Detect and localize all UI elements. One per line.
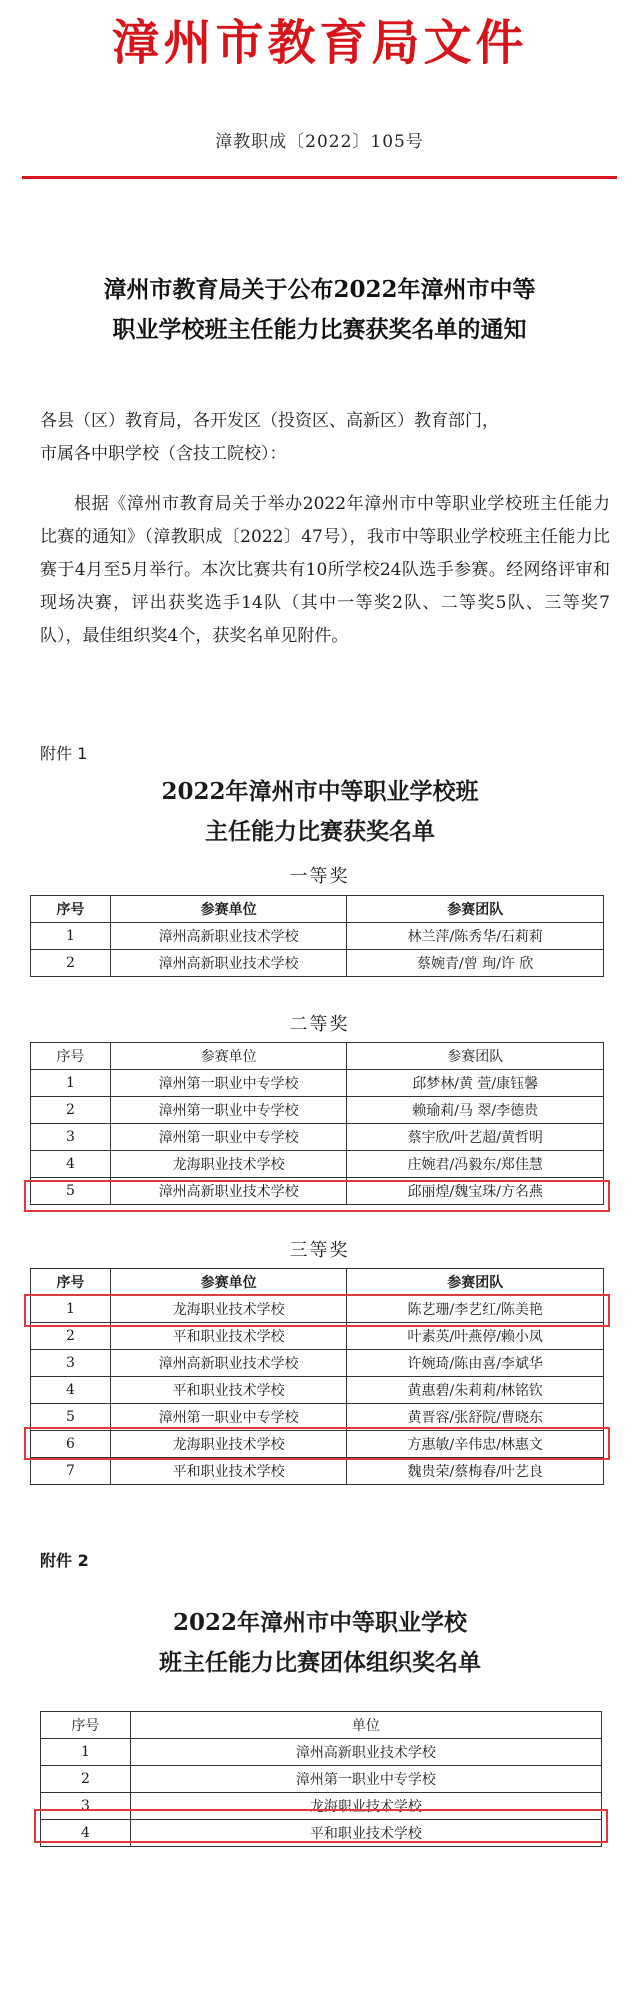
first-prize-table bbox=[30, 895, 604, 977]
cell-team: 蔡宇欣/叶艺超/黄哲明 bbox=[347, 1124, 604, 1151]
cell-team: 叶素英/叶燕停/赖小凤 bbox=[347, 1323, 604, 1350]
column-header-no: 序号 bbox=[31, 896, 111, 923]
highlight-box bbox=[24, 1180, 610, 1212]
cell-no: 3 bbox=[31, 1350, 111, 1377]
cell-no: 4 bbox=[31, 1377, 111, 1404]
table-row bbox=[31, 1458, 604, 1485]
column-header-no: 序号 bbox=[41, 1712, 131, 1739]
table-header-row bbox=[41, 1712, 602, 1739]
table-row bbox=[31, 1151, 604, 1178]
notice-salutation bbox=[40, 405, 610, 471]
cell-team: 方惠敏/辛伟忠/林惠文 bbox=[347, 1431, 604, 1458]
cell-unit: 平和职业技术学校 bbox=[110, 1377, 347, 1404]
third-prize-title: 三等奖 bbox=[289, 1240, 350, 1261]
column-header-team: 参赛团队 bbox=[347, 1269, 604, 1296]
table-header-row bbox=[31, 896, 604, 923]
column-header-unit: 参赛单位 bbox=[110, 1043, 347, 1070]
cell-team: 赖瑜莉/马 翠/李德贵 bbox=[347, 1097, 604, 1124]
cell-no: 2 bbox=[41, 1766, 131, 1793]
table-row bbox=[41, 1739, 602, 1766]
cell-team: 林兰萍/陈秀华/石莉莉 bbox=[347, 923, 604, 950]
salutation-line-2: 市属各中职学校（含技工院校）： bbox=[40, 444, 287, 464]
cell-no: 5 bbox=[31, 1178, 111, 1205]
column-header-team: 参赛团队 bbox=[347, 1043, 604, 1070]
cell-no: 1 bbox=[41, 1739, 131, 1766]
cell-unit: 龙海职业技术学校 bbox=[110, 1431, 347, 1458]
annex-2-title bbox=[40, 1603, 600, 1683]
cell-no: 1 bbox=[31, 1296, 111, 1323]
cell-team: 邱丽煌/魏宝珠/方名燕 bbox=[347, 1178, 604, 1205]
cell-team: 魏贵荣/蔡梅春/叶艺良 bbox=[347, 1458, 604, 1485]
cell-unit: 平和职业技术学校 bbox=[110, 1323, 347, 1350]
column-header-no: 序号 bbox=[31, 1269, 111, 1296]
cell-unit: 漳州高新职业技术学校 bbox=[110, 950, 347, 977]
cell-no: 7 bbox=[31, 1458, 111, 1485]
table-row bbox=[31, 1350, 604, 1377]
cell-no: 5 bbox=[31, 1404, 111, 1431]
table-row bbox=[31, 950, 604, 977]
annex-1-title bbox=[40, 772, 600, 852]
cell-unit: 漳州高新职业技术学校 bbox=[110, 1350, 347, 1377]
notice-body: 根据《漳州市教育局关于举办2022年漳州市中等职业学校班主任能力比赛的通知》（漳教职成〔2022〕47号），我市中等职业学校班主任能力比赛于4月至5月举行。本次比赛共有10所学校24队选手参赛。经网络评审和现场决赛，评出获奖选手14队（其中一等奖2队、二等奖5队、三等奖7队），最佳组织奖4个，获奖名单见附件。 bbox=[40, 494, 610, 646]
cell-unit: 漳州第一职业中专学校 bbox=[110, 1097, 347, 1124]
notice-title bbox=[30, 270, 609, 350]
annex-2-title-line-2: 班主任能力比赛团体组织奖名单 bbox=[159, 1649, 481, 1676]
cell-unit: 龙海职业技术学校 bbox=[110, 1151, 347, 1178]
highlight-box bbox=[34, 1809, 608, 1843]
column-header-team: 参赛团队 bbox=[347, 896, 604, 923]
notice-title-line-2: 职业学校班主任能力比赛获奖名单的通知 bbox=[112, 316, 527, 343]
cell-no: 2 bbox=[31, 1097, 111, 1124]
cell-team: 邱梦林/黄 萱/康钰馨 bbox=[347, 1070, 604, 1097]
cell-no: 2 bbox=[31, 950, 111, 977]
cell-unit: 漳州第一职业中专学校 bbox=[110, 1070, 347, 1097]
notice-title-line-1: 漳州市教育局关于公布2022年漳州市中等 bbox=[103, 276, 536, 303]
cell-team: 陈艺珊/李艺红/陈美艳 bbox=[347, 1296, 604, 1323]
cell-team: 许婉琦/陈由喜/李斌华 bbox=[347, 1350, 604, 1377]
document-masthead: 漳州市教育局文件 bbox=[111, 15, 528, 71]
second-prize-title: 二等奖 bbox=[289, 1014, 350, 1035]
highlight-box bbox=[24, 1427, 610, 1460]
column-header-unit: 参赛单位 bbox=[110, 896, 347, 923]
table-row bbox=[31, 1097, 604, 1124]
cell-no: 2 bbox=[31, 1323, 111, 1350]
cell-unit: 龙海职业技术学校 bbox=[110, 1296, 347, 1323]
column-header-no: 序号 bbox=[31, 1043, 111, 1070]
document-number: 漳教职成〔2022〕105号 bbox=[215, 132, 424, 152]
cell-unit: 平和职业技术学校 bbox=[130, 1820, 601, 1847]
cell-no: 3 bbox=[31, 1124, 111, 1151]
table-row bbox=[41, 1766, 602, 1793]
cell-unit: 漳州第一职业中专学校 bbox=[130, 1766, 601, 1793]
highlight-box bbox=[24, 1294, 610, 1327]
table-row bbox=[31, 1070, 604, 1097]
annex-1-title-line-2: 主任能力比赛获奖名单 bbox=[205, 818, 435, 845]
annex-2-title-line-1: 2022年漳州市中等职业学校 bbox=[172, 1609, 467, 1636]
table-row bbox=[31, 1124, 604, 1151]
cell-team: 黄惠碧/朱莉莉/林铭钦 bbox=[347, 1377, 604, 1404]
cell-unit: 平和职业技术学校 bbox=[110, 1458, 347, 1485]
cell-no: 1 bbox=[31, 923, 111, 950]
table-row bbox=[31, 923, 604, 950]
cell-unit: 漳州第一职业中专学校 bbox=[110, 1404, 347, 1431]
cell-no: 3 bbox=[41, 1793, 131, 1820]
cell-no: 4 bbox=[41, 1820, 131, 1847]
cell-team: 蔡婉青/曾 珣/许 欣 bbox=[347, 950, 604, 977]
table-row bbox=[31, 1377, 604, 1404]
cell-unit: 漳州高新职业技术学校 bbox=[110, 1178, 347, 1205]
salutation-line-1: 各县（区）教育局，各开发区（投资区、高新区）教育部门， bbox=[40, 411, 499, 431]
cell-team: 庄婉君/冯毅东/郑佳慧 bbox=[347, 1151, 604, 1178]
cell-unit: 漳州第一职业中专学校 bbox=[110, 1124, 347, 1151]
table-header-row bbox=[31, 1269, 604, 1296]
annex-2-label: 附件 2 bbox=[40, 1551, 89, 1570]
cell-unit: 漳州高新职业技术学校 bbox=[130, 1739, 601, 1766]
cell-no: 1 bbox=[31, 1070, 111, 1097]
red-divider-line bbox=[22, 176, 617, 179]
cell-team: 黄晋容/张舒院/曹晓东 bbox=[347, 1404, 604, 1431]
annex-1-title-line-1: 2022年漳州市中等职业学校班 bbox=[161, 778, 479, 805]
table-header-row bbox=[31, 1043, 604, 1070]
column-header-unit: 参赛单位 bbox=[110, 1269, 347, 1296]
cell-no: 4 bbox=[31, 1151, 111, 1178]
column-header-unit: 单位 bbox=[130, 1712, 601, 1739]
cell-unit: 漳州高新职业技术学校 bbox=[110, 923, 347, 950]
cell-no: 6 bbox=[31, 1431, 111, 1458]
annex-1-label: 附件 1 bbox=[40, 744, 88, 763]
first-prize-title: 一等奖 bbox=[289, 866, 350, 887]
cell-unit: 龙海职业技术学校 bbox=[130, 1793, 601, 1820]
